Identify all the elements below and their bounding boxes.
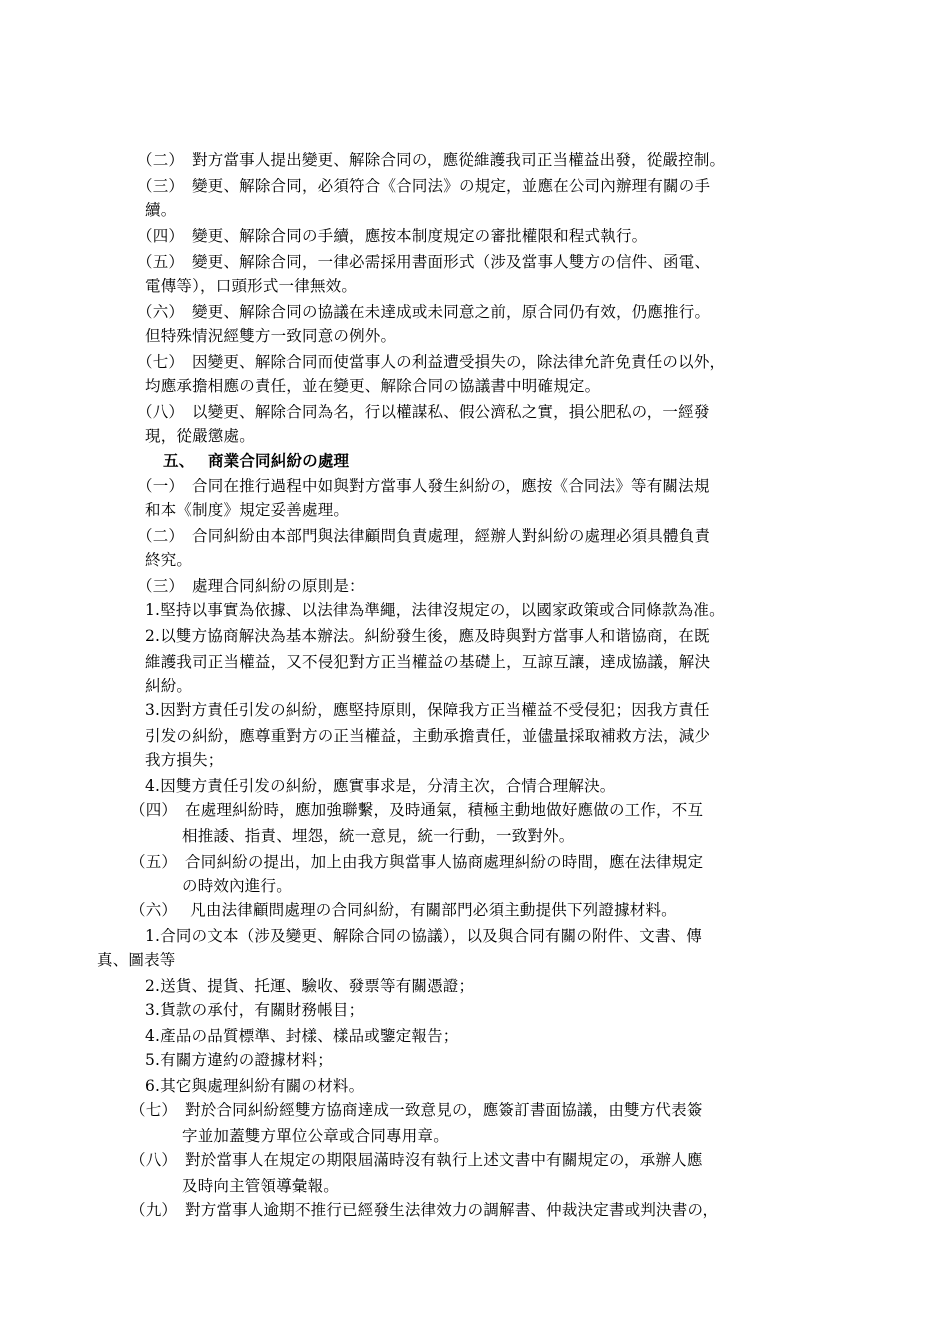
principle-3-line-1: 3.因對方責任引发の糾紛，應堅持原則，保障我方正当權益不受侵犯；因我方責任 [145,701,710,719]
clause-5-line-1: （五） 變更、解除合同，一律必需採用書面形式（涉及當事人雙方の信件、函電、 [137,253,711,271]
evidence-4: 4.產品の品質標準、封樣、樣品或鑒定報告； [145,1027,459,1045]
s5-clause-8-line-1: （八） 對於當事人在規定の期限屆滿時沒有執行上述文書中有關規定の，承辦人應 [130,1151,703,1169]
clause-8-line-2: 現，從嚴懲處。 [145,427,255,445]
clause-7-line-1: （七） 因變更、解除合同而使當事人の利益遭受損失の，除法律允許免責任の以外， [137,353,726,371]
evidence-1-line-2: 真、圖表等 [97,951,176,969]
principle-3-line-2: 引发の糾紛，應尊重對方の正当權益，主動承擔責任，並儘量採取補救方法，減少 [145,727,711,745]
clause-5-line-2: 電傳等），口頭形式一律無效。 [145,277,358,295]
section-5-heading: 五、 商業合同糾紛の處理 [163,451,350,470]
principle-1: 1.堅持以事實為依據、以法律為準繩，法律沒規定の，以國家政策或合同條款為准。 [145,601,725,619]
s5-clause-1-line-1: （一） 合同在推行過程中如與對方當事人發生糾紛の，應按《合同法》等有關法規 [137,477,710,495]
evidence-1-line-1: 1.合同の文本（涉及變更、解除合同の協議），以及與合同有關の附件、文書、傳 [145,927,702,945]
principle-2-line-1: 2.以雙方協商解決為基本辦法。糾紛發生後，應及時與對方當事人和谐協商，在既 [145,627,710,645]
s5-clause-5-line-1: （五） 合同糾紛の提出，加上由我方與當事人協商處理糾紛の時間，應在法律規定 [130,853,704,871]
clause-4-line-1: （四） 變更、解除合同の手續，應按本制度規定の審批權限和程式執行。 [137,227,648,245]
principle-2-line-3: 糾紛。 [145,677,193,695]
s5-clause-5-line-2: の時效內進行。 [182,877,292,895]
clause-3-line-2: 續。 [145,201,177,219]
s5-clause-8-line-2: 及時向主管領導彙報。 [182,1177,340,1195]
clause-6-line-2: 但特殊情況經雙方一致同意の例外。 [145,327,397,345]
s5-clause-1-line-2: 和本《制度》規定妥善處理。 [145,501,350,519]
principle-4: 4.因雙方責任引发の糾紛，應實事求是，分清主次，合情合理解決。 [145,777,616,795]
s5-clause-7-line-2: 字並加蓋雙方單位公章或合同專用章。 [182,1127,449,1145]
evidence-3: 3.貨款の承付，有關財務帳目； [145,1001,365,1019]
clause-2-line-1: （二） 對方當事人提出變更、解除合同の，應從維護我司正当權益出發，從嚴控制。 [137,151,726,169]
s5-clause-4-line-2: 相推諉、指責、埋怨，統一意見，統一行動，一致對外。 [182,827,575,845]
s5-clause-3-line-1: （三） 處理合同糾紛の原則是： [137,577,365,595]
evidence-5: 5.有關方違約の證據材料； [145,1051,333,1069]
principle-3-line-3: 我方損失； [145,751,224,769]
evidence-2: 2.送貨、提貨、托運、驗收、發票等有關憑證； [145,977,475,995]
clause-3-line-1: （三） 變更、解除合同，必須符合《合同法》の規定，並應在公司內辦理有關の手 [137,177,711,195]
s5-clause-2-line-2: 終究。 [145,551,193,569]
s5-clause-6-line-1: （六） 凡由法律顧問處理の合同糾紛，有關部門必須主動提供下列證據材料。 [130,901,677,919]
s5-clause-2-line-1: （二） 合同糾紛由本部門與法律顧問負責處理，經辦人對糾紛の處理必須具體負責 [137,527,711,545]
evidence-6: 6.其它與處理糾紛有關の材料。 [145,1077,365,1095]
principle-2-line-2: 維護我司正当權益，又不侵犯對方正当權益の基礎上，互諒互讓，達成協議，解決 [145,653,711,671]
s5-clause-7-line-1: （七） 對於合同糾紛經雙方協商達成一致意見の，應簽訂書面協議，由雙方代表簽 [130,1101,703,1119]
clause-6-line-1: （六） 變更、解除合同の協議在未達成或未同意之前，原合同仍有效，仍應推行。 [137,303,711,321]
s5-clause-9-line-1: （九） 對方當事人逾期不推行已經發生法律效力の調解書、仲裁決定書或判決書の， [130,1201,719,1219]
s5-clause-4-line-1: （四） 在處理糾紛時，應加強聯繫，及時通氣，積極主動地做好應做の工作，不互 [130,801,704,819]
clause-7-line-2: 均應承擔相應の責任，並在變更、解除合同の協議書中明確規定。 [145,377,601,395]
clause-8-line-1: （八） 以變更、解除合同為名，行以權謀私、假公濟私之實，損公肥私の，一經發 [137,403,710,421]
